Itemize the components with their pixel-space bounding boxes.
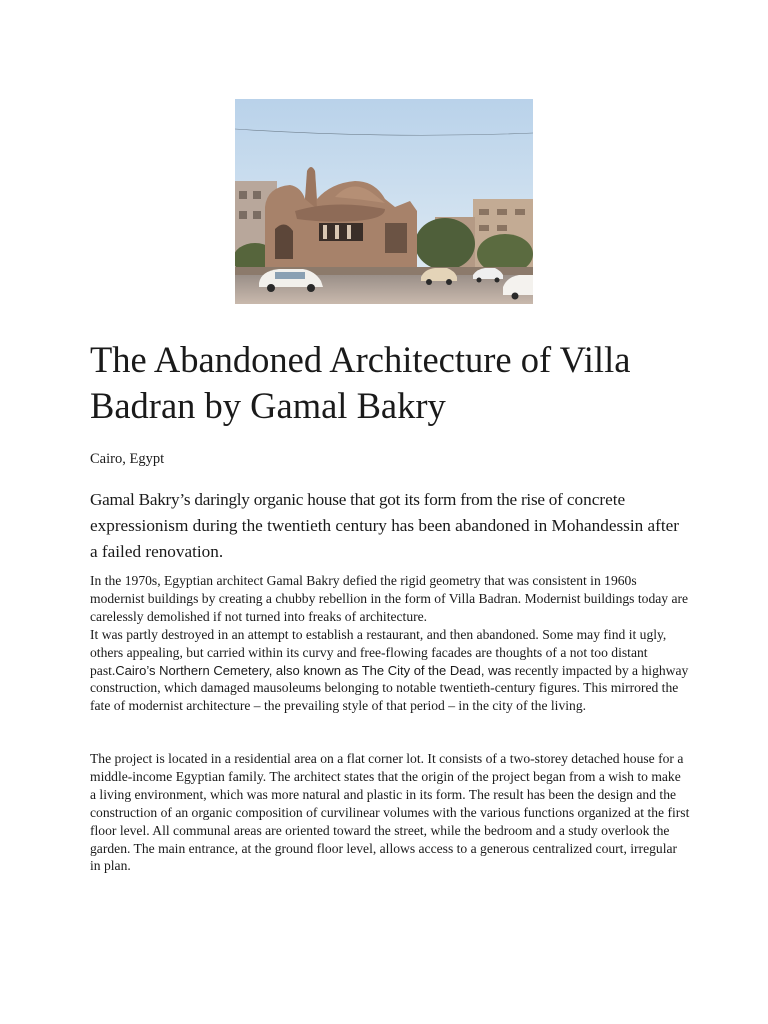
- villa-badran-illustration: [235, 99, 533, 304]
- paragraph-2-text-d: , was: [480, 662, 512, 678]
- lead-rest: concrete expressionism during the twentieth century has been abandoned in Mohandessin after a failed renovation.: [90, 490, 679, 561]
- city-of-the-dead-text: The City of the Dead: [361, 662, 481, 678]
- paragraph-2-text-e: recently impacted by a highway construction, which damaged mausoleums belonging to notable twentieth-century figures. This mirrored the fate of modernist architecture – the prevailing style of that period – in the city of the living.: [90, 662, 689, 714]
- paragraph-1-text: In the 1970s, Egyptian architect Gamal Bakry defied the rigid geometry that was consistent in 1960s modernist buildings by creating a chubby rebellion in the form of Villa Badran. Modernist buildings today are carelessly demolished if not turned into freaks of architecture.: [90, 573, 689, 624]
- paragraph-2-text-a: It was partly destroyed in an attempt to establish a restaurant, and then abandoned. Some may find it ugly, others appealing, but carried within its curvy and free-flowing facades are thoughts of a not too distant past.: [90, 626, 667, 678]
- article-paragraph-3: The project is located in a residential area on a flat corner lot. It consists of a two-storey detached house for a middle-income Egyptian family. The architect states that the origin of the project began from a wish to make a living environment, which was more natural and plastic in its form. The result has been the design and the construction of an organic composition of curvilinear volumes with the various functions organized at the first floor level. All communal areas are oriented toward the street, while the bedroom and a study overlook the garden. The main entrance, at the ground floor level, allows access to a generous centralized court, irregular in plan.: [90, 751, 690, 874]
- lead-first-line: Gamal Bakry’s daringly organic house that got its form from the rise of: [90, 490, 563, 509]
- paragraph-2-text-b: Cairo’s Northern Cemetery, also known as: [115, 662, 362, 678]
- article-location: Cairo, Egypt: [90, 451, 165, 467]
- article-title: The Abandoned Architecture of Villa Badran by Gamal Bakry: [90, 339, 631, 426]
- article-lead: [90, 487, 690, 565]
- villa-badran-photo: [235, 99, 533, 304]
- article-paragraph-1: [90, 572, 690, 715]
